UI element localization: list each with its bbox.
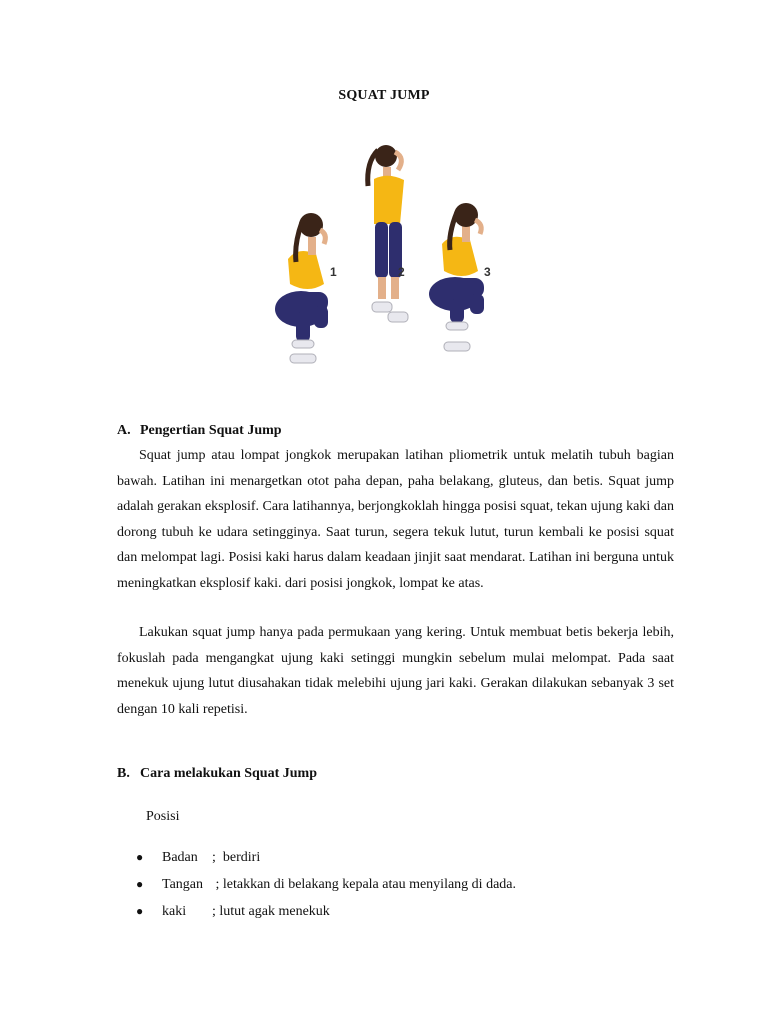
bullet-icon: ● — [136, 904, 144, 918]
figure-label-1: 1 — [330, 265, 337, 279]
list-item-desc: ; letakkan di belakang kepala atau menyilang di dada. — [212, 877, 516, 892]
bullet-icon: ● — [136, 850, 144, 864]
squat-figure-1 — [275, 213, 328, 363]
list-item-term: Tangan — [162, 877, 204, 892]
posisi-label: Posisi — [146, 809, 180, 824]
bullet-icon: ● — [136, 877, 144, 891]
list-item — [136, 877, 516, 904]
position-list — [136, 850, 516, 931]
squat-jump-illustration — [238, 134, 528, 366]
squat-figure-3 — [429, 203, 484, 351]
page-title: SQUAT JUMP — [338, 88, 430, 103]
section-a-heading — [117, 423, 282, 439]
list-item-desc: ; lutut agak menekuk — [212, 904, 330, 919]
list-item-term: Badan — [162, 850, 198, 865]
section-b-heading — [117, 766, 317, 782]
list-item-term: kaki — [162, 904, 187, 919]
figure-label-2: 2 — [398, 265, 405, 279]
figure-label-3: 3 — [484, 265, 491, 279]
list-item-desc: ; berdiri — [212, 850, 261, 865]
section-b-letter: B. — [117, 766, 130, 781]
section-a-title: Pengertian Squat Jump — [140, 423, 282, 438]
section-a-paragraph-1: Squat jump atau lompat jongkok merupakan latihan pliometrik untuk melatih tubuh bagian bawah. Latihan ini menargetkan otot paha depan, paha belakang, gluteus, dan betis. Squat jump adalah gerakan eksplosif. Cara latihannya, berjongkoklah hingga posisi squat, tekan ujung kaki dan dorong tubuh ke udara setingginya. Saat turun, segera tekuk lutut, turun kembali ke posisi squat dan melompat lagi. Posisi kaki harus dalam keadaan jinjit saat mendarat. Latihan ini berguna untuk meningkatkan eksplosif kaki. dari posisi jongkok, lompat ke atas. — [117, 448, 674, 591]
section-a-paragraph-2: Lakukan squat jump hanya pada permukaan yang kering. Untuk membuat betis bekerja lebih, fokuslah pada mengangkat ujung kaki setinggi mungkin sebelum mulai melompat. Pada saat menekuk ujung lutut diusahakan tidak melebihi ujung jari kaki. Gerakan dilakukan sebanyak 3 set dengan 10 kali repetisi. — [117, 625, 674, 717]
section-b-title: Cara melakukan Squat Jump — [140, 766, 317, 781]
jump-figure-2 — [368, 145, 408, 322]
list-item — [136, 850, 516, 877]
section-a-letter: A. — [117, 423, 131, 438]
list-item — [136, 904, 516, 931]
